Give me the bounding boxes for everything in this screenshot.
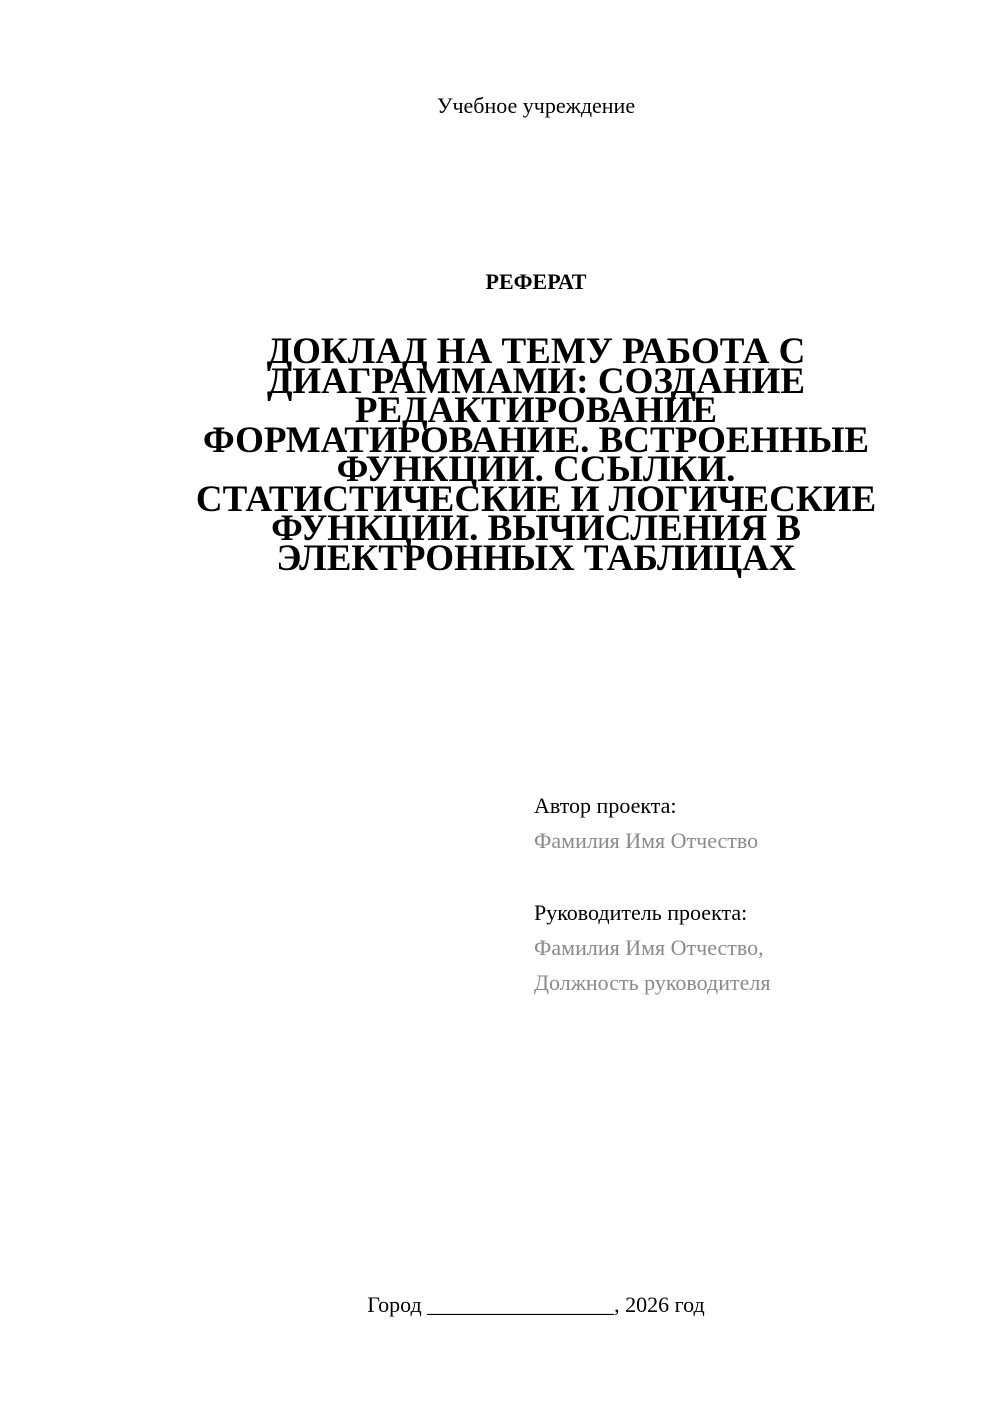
document-type: РЕФЕРАТ: [485, 269, 587, 294]
document-title: [170, 331, 902, 579]
title-line: ФОРМАТИРОВАНИЕ. ВСТРОЕННЫЕ: [202, 419, 870, 461]
title-line: СТАТИСТИЧЕСКИЕ И ЛОГИЧЕСКИЕ: [195, 478, 877, 520]
supervisor-name: Фамилия Имя Отчество,: [534, 935, 764, 960]
city-year-line: Город _________________, 2026 год: [367, 1292, 705, 1317]
title-line: ФУНКЦИИ. ССЫЛКИ.: [336, 449, 736, 490]
author-name: Фамилия Имя Отчество: [534, 828, 759, 853]
title-line: ДОКЛАД НА ТЕМУ РАБОТА С: [266, 331, 806, 372]
title-line: РЕДАКТИРОВАНИЕ: [354, 390, 718, 431]
supervisor-position: Должность руководителя: [534, 970, 771, 995]
credits-block: [534, 788, 974, 1000]
title-line: ДИАГРАММАМИ: СОЗДАНИЕ: [266, 360, 806, 402]
institution-name: Учебное учреждение: [436, 93, 636, 118]
credits-spacer: [534, 858, 974, 895]
author-label: Автор проекта:: [534, 793, 677, 818]
title-line: ЭЛЕКТРОННЫХ ТАБЛИЦАХ: [276, 537, 796, 579]
supervisor-label: Руководитель проекта:: [534, 900, 748, 925]
title-line: ФУНКЦИИ. ВЫЧИСЛЕНИЯ В: [271, 508, 801, 549]
